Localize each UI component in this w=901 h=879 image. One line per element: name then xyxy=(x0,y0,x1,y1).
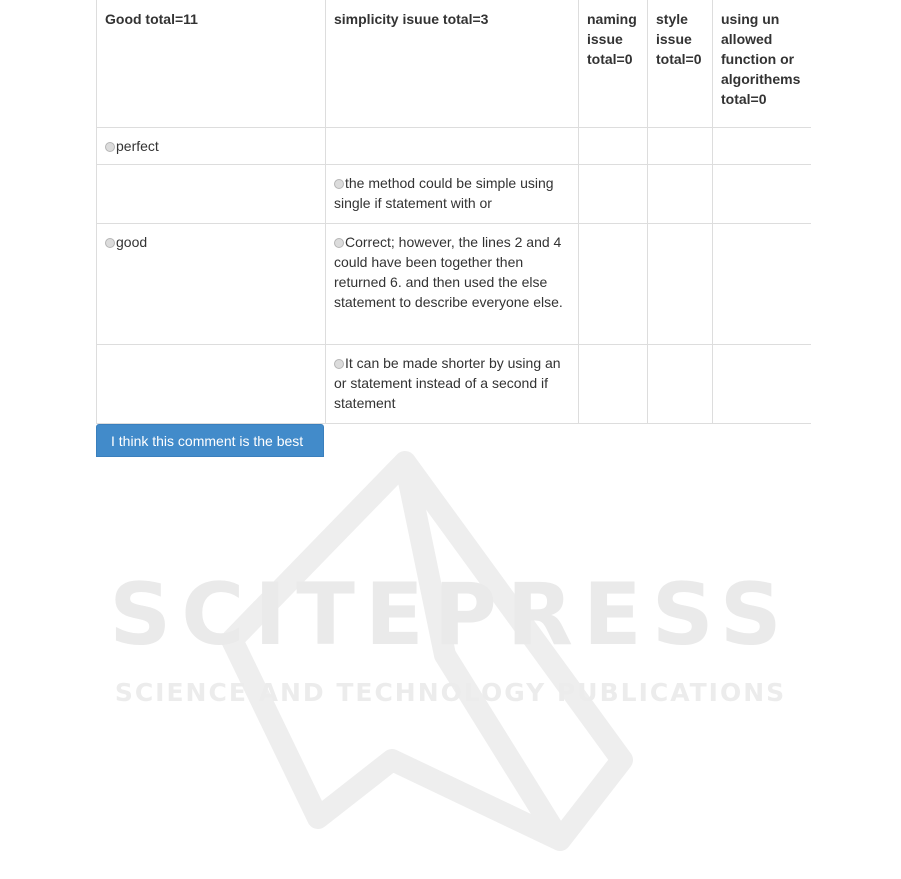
radio-button[interactable] xyxy=(334,238,344,248)
comment-text: It can be made shorter by using an or statement instead of a second if statement xyxy=(334,355,561,411)
comment-text: good xyxy=(116,234,148,250)
watermark-subtitle: SCIENCE AND TECHNOLOGY PUBLICATIONS xyxy=(114,678,787,707)
table-cell xyxy=(579,128,648,165)
header-simplicity: simplicity isuue total=3 xyxy=(326,0,579,128)
table-cell xyxy=(97,128,326,165)
table-cell xyxy=(648,128,713,165)
table-cell xyxy=(579,224,648,345)
comment-text: Correct; however, the lines 2 and 4 could have been together then returned 6. and then used the else statement to describe everyone else. xyxy=(334,234,563,310)
header-style: style issue total=0 xyxy=(648,0,713,128)
table-row xyxy=(97,345,811,424)
table-cell xyxy=(579,165,648,224)
table-row xyxy=(97,128,811,165)
table-cell xyxy=(713,224,811,345)
table-cell xyxy=(97,224,326,345)
table-cell xyxy=(713,128,811,165)
header-good: Good total=11 xyxy=(97,0,326,128)
comment-text: the method could be simple using single if statement with or xyxy=(334,175,554,211)
header-naming: naming issue total=0 xyxy=(579,0,648,128)
table-cell xyxy=(648,345,713,424)
radio-button[interactable] xyxy=(105,142,115,152)
header-unallowed: using un allowed function or algorithems total=0 xyxy=(713,0,811,128)
table-cell xyxy=(326,165,579,224)
table-cell xyxy=(648,224,713,345)
table-cell xyxy=(326,224,579,345)
table-cell xyxy=(326,345,579,424)
comments-table xyxy=(96,0,811,424)
radio-button[interactable] xyxy=(105,238,115,248)
radio-button[interactable] xyxy=(334,179,344,189)
best-comment-button[interactable]: I think this comment is the best xyxy=(96,424,324,457)
radio-button[interactable] xyxy=(334,359,344,369)
comments-table-container xyxy=(96,0,810,424)
table-header-row xyxy=(97,0,811,128)
table-cell xyxy=(97,165,326,224)
table-cell xyxy=(648,165,713,224)
table-cell xyxy=(326,128,579,165)
table-cell xyxy=(713,345,811,424)
watermark-title: SCITEPRESS xyxy=(109,565,792,665)
table-cell xyxy=(713,165,811,224)
table-cell xyxy=(579,345,648,424)
table-row xyxy=(97,224,811,345)
table-row xyxy=(97,165,811,224)
table-cell xyxy=(97,345,326,424)
comment-text: perfect xyxy=(116,138,159,154)
